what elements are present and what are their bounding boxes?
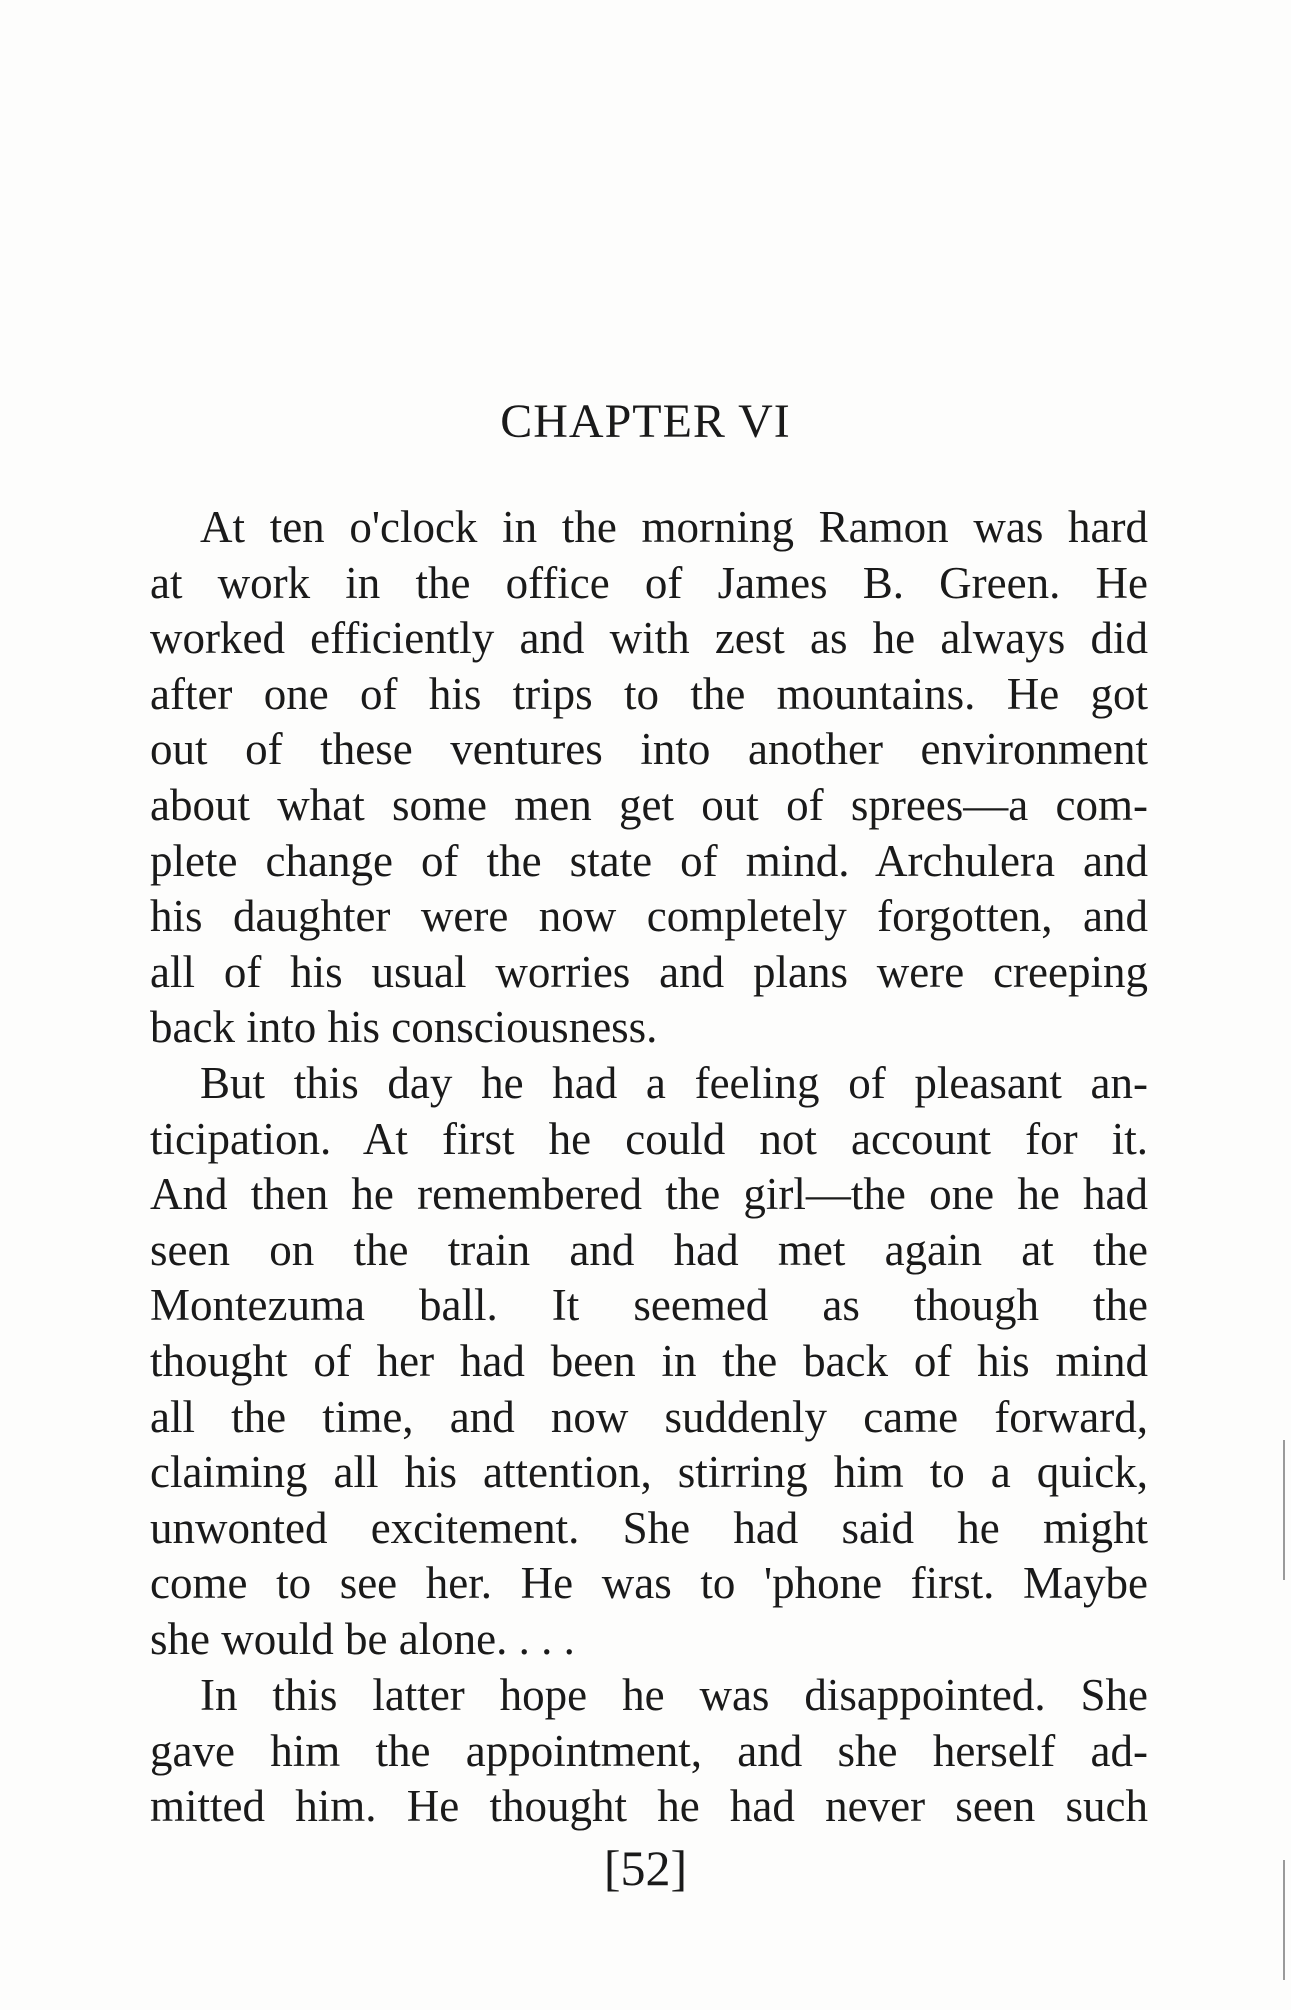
text-line: mitted him. He thought he had never seen such: [150, 1781, 1148, 1832]
text-line: claiming all his attention, stirring him to a quick,: [150, 1447, 1148, 1498]
text-line: she would be alone. . . .: [150, 1613, 575, 1664]
page-edge-mark: [1283, 1860, 1285, 1980]
text-line: plete change of the state of mind. Archulera and: [150, 835, 1148, 886]
text-line: back into his consciousness.: [150, 1002, 658, 1053]
text-line: all of his usual worries and plans were creeping: [150, 946, 1148, 997]
page-edge-mark: [1283, 1440, 1285, 1580]
text-line: all the time, and now suddenly came forward,: [150, 1391, 1148, 1442]
text-line: out of these ventures into another environment: [150, 724, 1148, 775]
text-line: In this latter hope he was disappointed. She: [200, 1670, 1148, 1720]
text-line: thought of her had been in the back of his mind: [150, 1335, 1148, 1386]
text-line: At ten o'clock in the morning Ramon was hard: [200, 502, 1148, 552]
text-line: unwonted excitement. She had said he might: [150, 1502, 1148, 1553]
paragraph-3: [150, 1668, 1148, 1835]
text-line: at work in the office of James B. Green. He: [150, 557, 1148, 608]
text-line: seen on the train and had met again at the: [150, 1224, 1148, 1275]
text-line: worked efficiently and with zest as he always did: [150, 613, 1148, 664]
text-line: come to see her. He was to 'phone first. Maybe: [150, 1558, 1148, 1609]
paragraph-1: [150, 500, 1148, 1056]
text-line: his daughter were now completely forgotten, and: [150, 891, 1148, 942]
chapter-title: CHAPTER VI: [500, 395, 791, 448]
text-line: And then he remembered the girl—the one he had: [150, 1169, 1148, 1220]
text-line: But this day he had a feeling of pleasant an-: [200, 1058, 1148, 1108]
page-number: [52]: [603, 1840, 688, 1896]
text-line: after one of his trips to the mountains. He got: [150, 668, 1148, 719]
text-line: ticipation. At first he could not account for it.: [150, 1113, 1148, 1164]
text-line: Montezuma ball. It seemed as though the: [150, 1280, 1148, 1331]
text-line: about what some men get out of sprees—a com-: [150, 779, 1148, 830]
paragraph-2: [150, 1056, 1148, 1668]
text-line: gave him the appointment, and she herself ad-: [150, 1725, 1148, 1776]
